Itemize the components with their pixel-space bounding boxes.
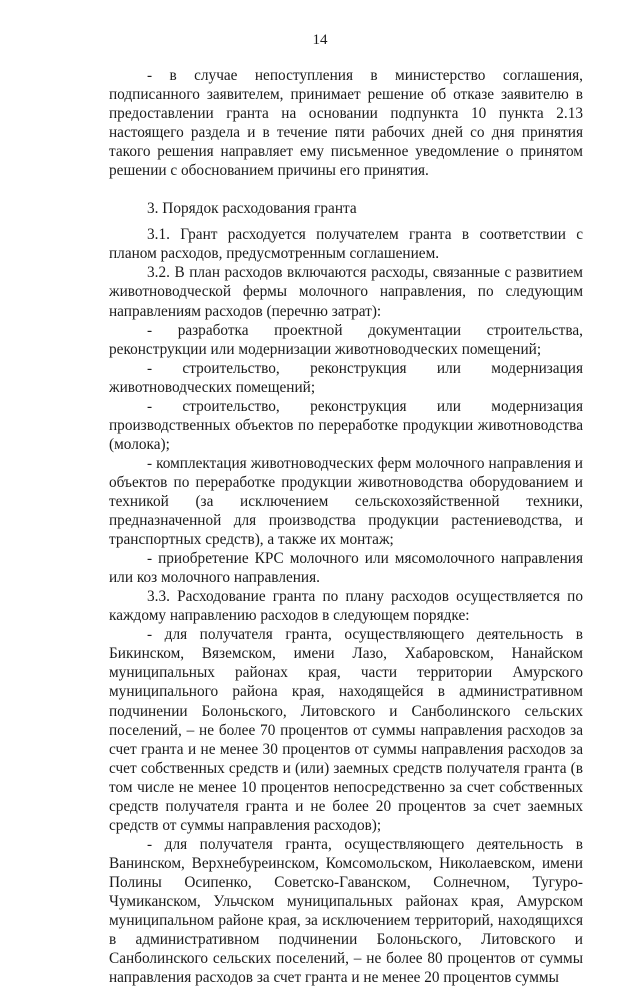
document-body: [109, 66, 583, 987]
list-item-northern-districts: - для получателя гранта, осуществляющего деятельность в Ванинском, Верхнебуреинском, Комсомольском, Николаевском, имени Полины Осипенко, Советско-Гаванском, Солнечном, Тугуро-Чумиканском, Ульчском муниципальных районах края, Амурском муниципальном районе края, за исключением территорий, находящихся в административном подчинении Болоньского, Литовского и Санболинского сельских поселений, – не более 80 процентов от суммы направления расходов за счет гранта и не менее 20 процентов суммы: [109, 835, 583, 987]
list-item-livestock-premises: - строительство, реконструкция или модернизация животноводческих помещений;: [109, 359, 583, 396]
list-item-equipment: - комплектация животноводческих ферм молочного направления и объектов по переработке продукции животноводства оборудованием и техникой (за исключением сельскохозяйственной техники, предназначенной для производства продукции растениеводства, и транспортных средств), а также их монтаж;: [109, 454, 583, 549]
section-heading: 3. Порядок расходования гранта: [147, 200, 357, 218]
list-item-design-docs: - разработка проектной документации строительства, реконструкции или модернизации животноводческих помещений;: [109, 321, 583, 358]
paragraph-3-3: 3.3. Расходование гранта по плану расходов осуществляется по каждому направлению расходов в следующем порядке:: [109, 588, 583, 625]
page-number: 14: [312, 32, 328, 48]
paragraph-3-2: 3.2. В план расходов включаются расходы, связанные с развитием животноводческой фермы молочного направления, по следующим направлениям расходов (перечню затрат):: [109, 264, 583, 320]
list-item-southern-districts: - для получателя гранта, осуществляющего деятельность в Бикинском, Вяземском, имени Лазо, Хабаровском, Нанайском муниципальных районах края, части территории Амурского муниципального района края, находящейся в административном подчинении Болоньского, Литовского и Санболинского сельских поселений, – не более 70 процентов от суммы направления расходов за счет гранта и не менее 30 процентов от суммы направления расходов за счет собственных средств и (или) заемных средств получателя гранта (в том числе не менее 10 процентов непосредственно за счет собственных средств получателя гранта и не более 20 процентов за счет заемных средств от суммы направления расходов);: [109, 626, 583, 834]
paragraph-notice-rejection: - в случае непоступления в министерство соглашения, подписанного заявителем, принимает решение об отказе заявителю в предоставлении гранта на основании подпункта 10 пункта 2.13 настоящего раздела и в течение пяти рабочих дней со дня принятия такого решения направляет ему письменное уведомление о принятом решении с обоснованием причины его принятия.: [109, 67, 583, 180]
list-item-processing-facilities: - строительство, реконструкция или модернизация производственных объектов по переработке продукции животноводства (молока);: [109, 397, 583, 453]
paragraph-3-1: 3.1. Грант расходуется получателем гранта в соответствии с планом расходов, предусмотренным соглашением.: [109, 226, 583, 263]
list-item-cattle-purchase: - приобретение КРС молочного или мясомолочного направления или коз молочного направления.: [109, 550, 583, 587]
